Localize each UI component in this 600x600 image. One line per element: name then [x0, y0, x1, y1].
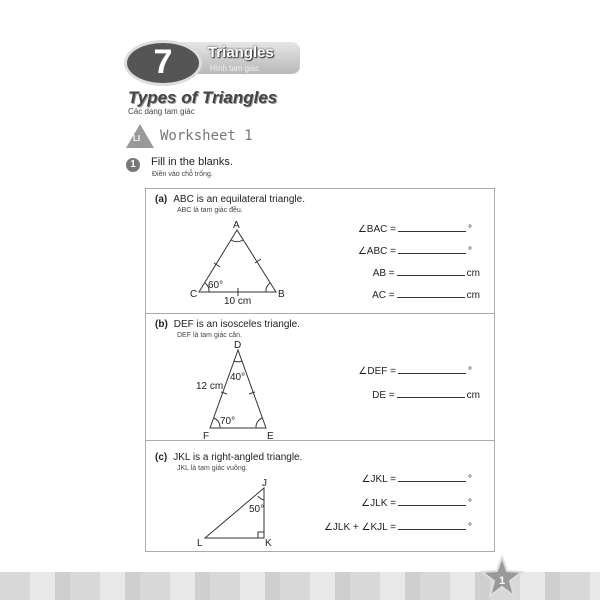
answer-bac[interactable]: ∠BAC = ° [357, 224, 472, 235]
answer-angle-sum[interactable]: ∠JLK + ∠KJL = ° [323, 522, 472, 533]
side-length-df: 12 cm [196, 381, 224, 392]
angle-d: 40° [230, 372, 246, 383]
angle-f: 70° [220, 416, 236, 427]
chapter-subtitle: Hình tam giác [210, 64, 260, 73]
vertex-f: F [203, 431, 210, 442]
vertex-k: K [265, 538, 272, 549]
star-page-icon [480, 555, 524, 599]
vertex-c: C [190, 289, 198, 300]
section-subtitle: Các dạng tam giác [128, 107, 195, 116]
chapter-title: Triangles [208, 44, 274, 61]
part-b-text: (b) DEF is an isosceles triangle. [155, 319, 300, 330]
part-b-subtitle: DEF là tam giác cân. [177, 332, 242, 339]
part-a-text: (a) ABC is an equilateral triangle. [155, 194, 305, 205]
vertex-d: D [234, 340, 242, 351]
answer-abc[interactable]: ∠ABC = ° [357, 246, 472, 257]
worksheet-title: Worksheet 1 [160, 128, 253, 144]
angle-j: 50° [249, 504, 265, 515]
chapter-number: 7 [124, 40, 202, 86]
angle-c: 60° [208, 280, 224, 291]
page-number: 1 [499, 575, 506, 587]
vertex-e: E [267, 431, 274, 442]
part-a-subtitle: ABC là tam giác đều. [177, 207, 243, 214]
section-title: Types of Triangles [128, 88, 278, 107]
answer-jlk[interactable]: ∠JLK = ° [361, 498, 472, 509]
part-c-text: (c) JKL is a right-angled triangle. [155, 452, 303, 463]
vertex-a: A [233, 220, 240, 231]
question-text: Fill in the blanks. [151, 156, 233, 168]
side-length-bc: 10 cm [224, 296, 252, 307]
answer-de[interactable]: DE = cm [372, 390, 480, 401]
vertex-l: L [197, 538, 203, 549]
answer-jkl[interactable]: ∠JKL = ° [361, 474, 472, 485]
answer-ab[interactable]: AB = cm [372, 268, 480, 279]
question-number: 1 [126, 158, 140, 172]
part-c-subtitle: JKL là tam giác vuông. [177, 465, 248, 472]
answer-def[interactable]: ∠DEF = ° [358, 366, 472, 377]
vertex-j: J [262, 478, 267, 489]
answer-ac[interactable]: AC = cm [372, 290, 480, 301]
question-subtitle: Điền vào chỗ trống. [152, 171, 213, 178]
vertex-b: B [278, 289, 285, 300]
worksheet-icon-label: LI [133, 134, 141, 143]
